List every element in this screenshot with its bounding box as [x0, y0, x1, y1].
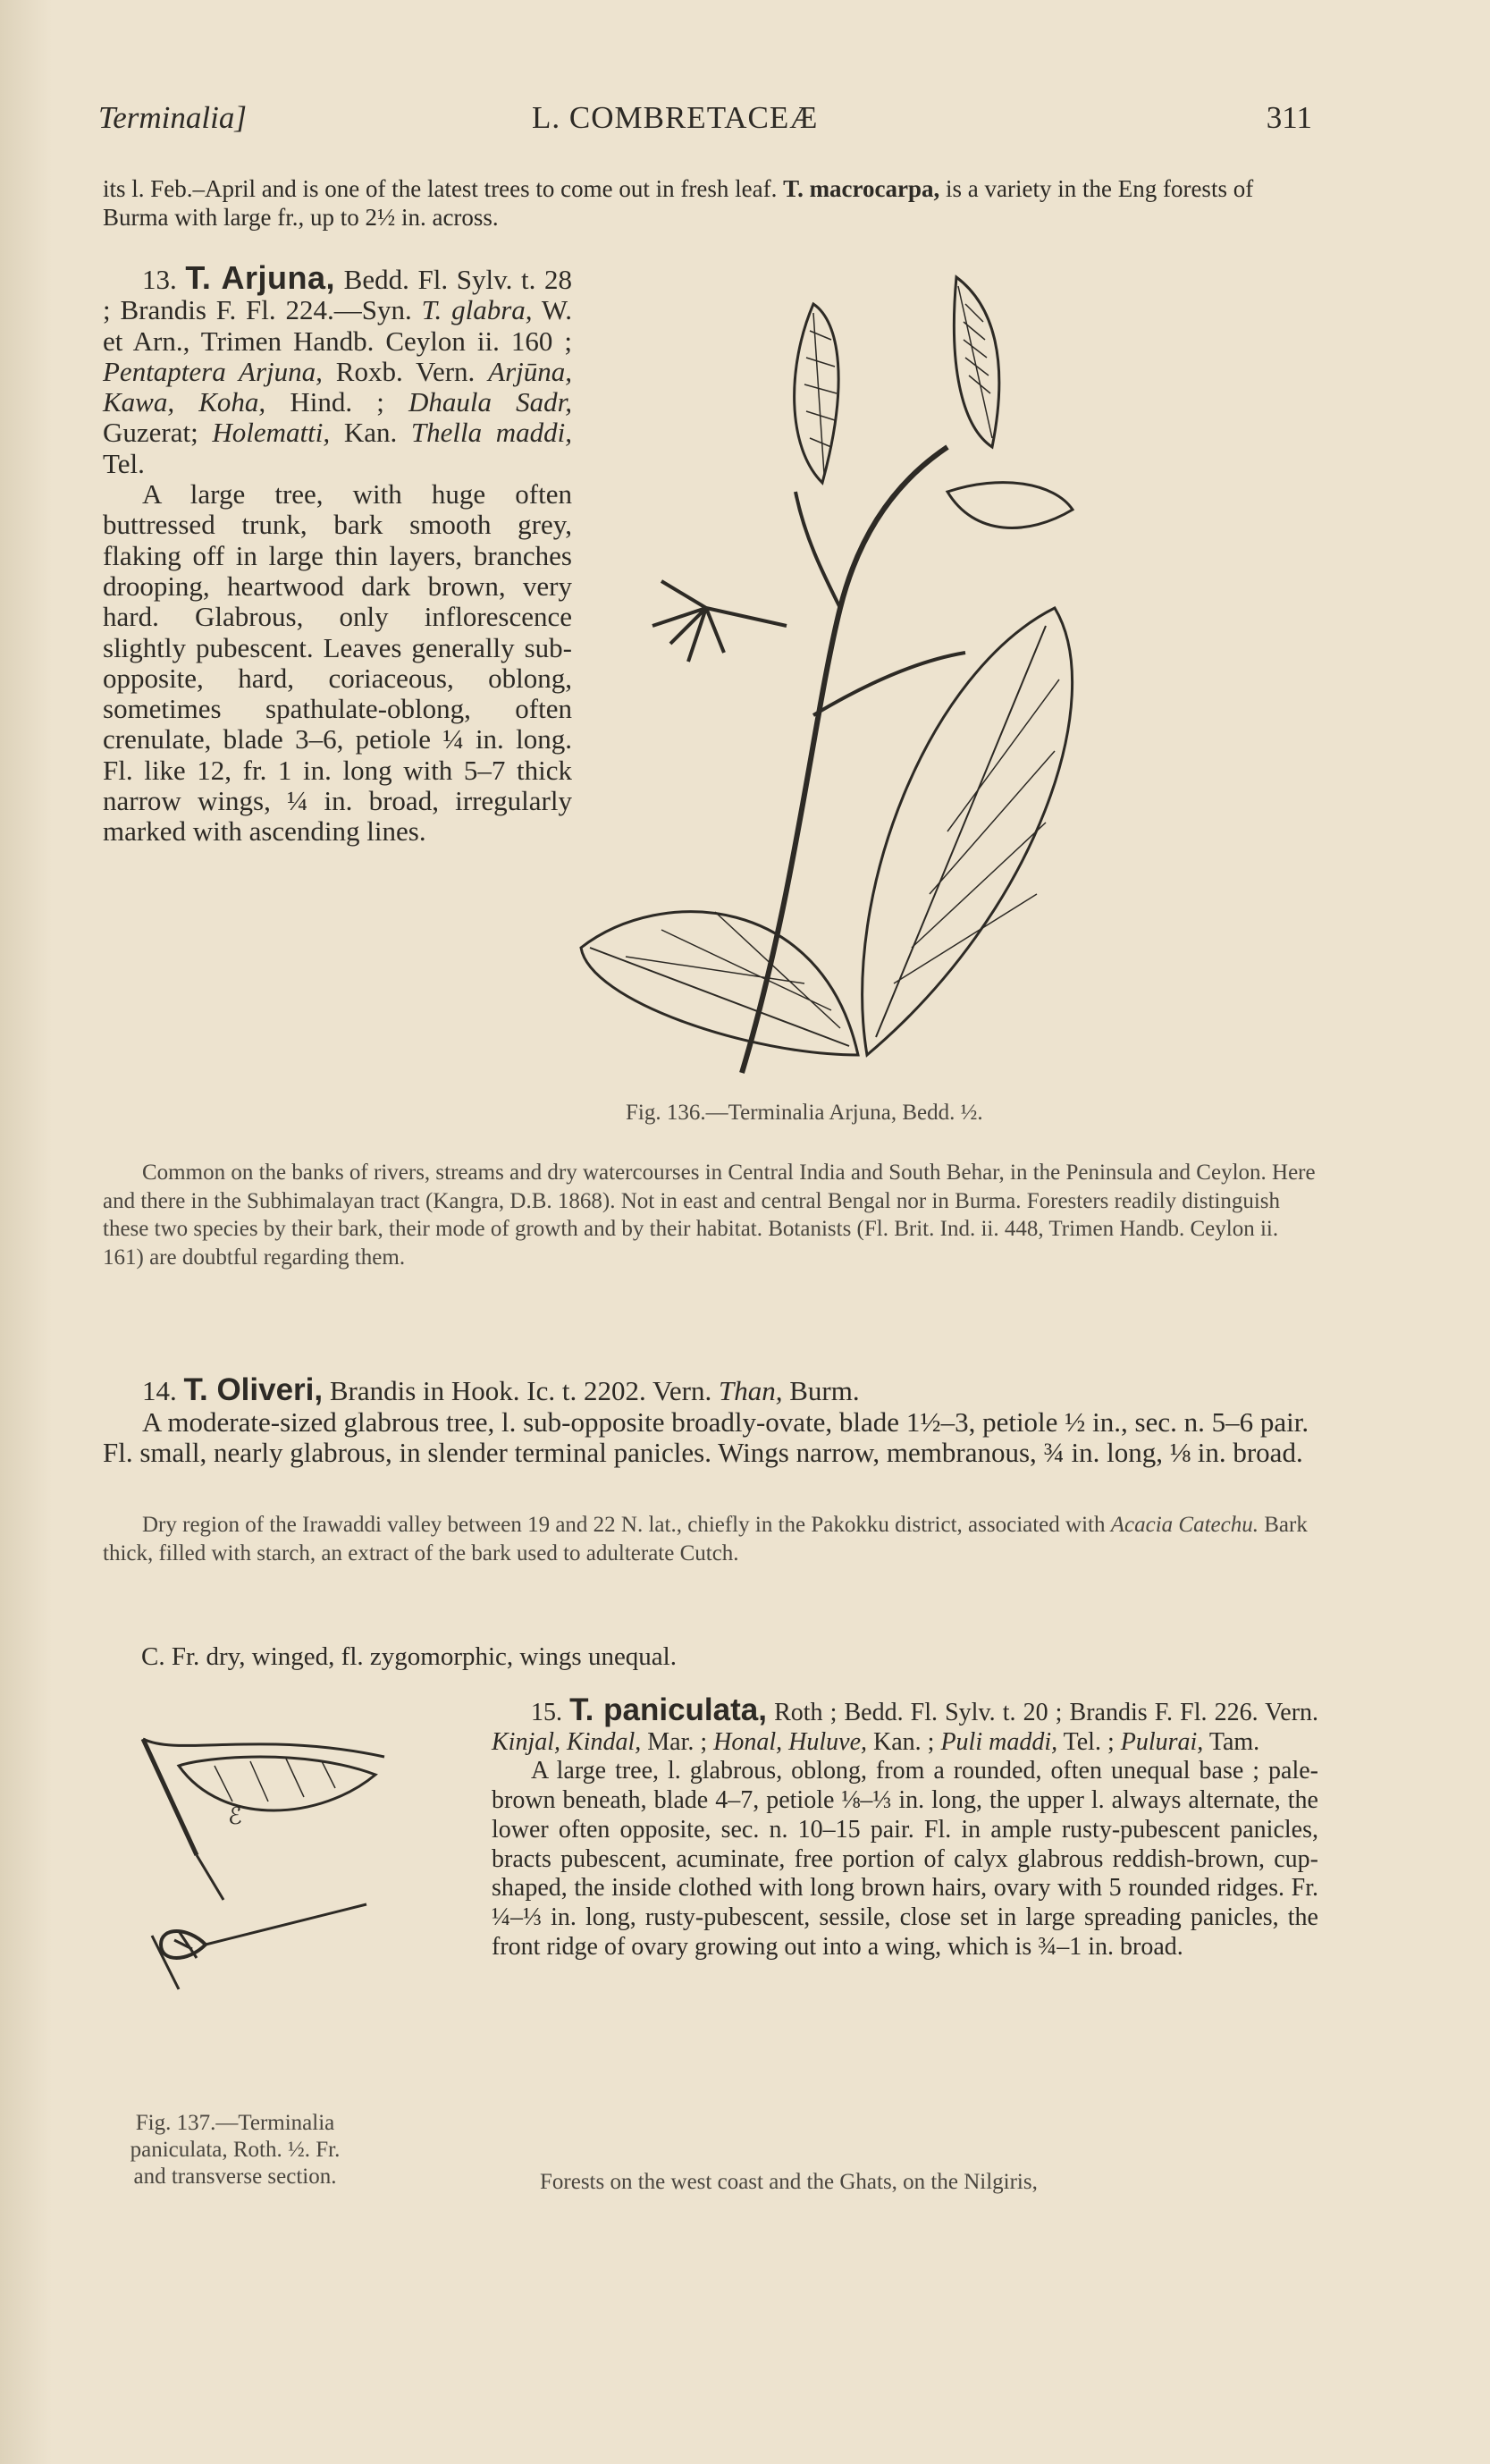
running-header: [98, 100, 1312, 145]
species-13-vernacular: Arjūna, Kawa, Koha,: [103, 355, 573, 418]
species-15-ref: Mar. ;: [647, 1727, 708, 1756]
species-13-ref: Guzerat;: [103, 417, 198, 449]
species-15-vernacular: Puli maddi,: [940, 1727, 1058, 1756]
continuation-paragraph: [103, 175, 1318, 232]
species-15-vernacular: Kinjal, Kindal,: [492, 1727, 642, 1756]
species-15-vernacular: Pulurai,: [1120, 1727, 1204, 1756]
species-14-entry: [103, 1372, 1318, 1469]
species-13-ref: Roxb. Vern.: [335, 355, 476, 387]
species-14-name: T. Oliveri,: [183, 1372, 324, 1407]
species-13-vernacular: Dhaula Sadr,: [408, 386, 572, 418]
species-13-synonym: Pentaptera Arjuna,: [103, 355, 323, 387]
page-number: 311: [1266, 100, 1312, 135]
species-13-habitat: Common on the banks of rivers, streams and dry watercourses in Central India and South Behar, in the Peninsula and Ceylon. Here and there in the Subhimalayan tract (Kangra, D.B. 1868). Not in east and central Bengal nor in Burma. Foresters readily distinguish these two species by their bark, their mode of growth and by their habitat. Botanists (Fl. Brit. Ind. ii. 448, Trimen Handb. Ceylon ii. 161) are doubtful regarding them.: [103, 1160, 1316, 1270]
species-13-ref: Kan.: [343, 417, 398, 449]
species-13-ref: Hind. ;: [290, 386, 384, 418]
lead-species-bold: T. macrocarpa,: [783, 175, 940, 202]
species-13-ref: W. et Arn., Trimen Handb. Ceylon ii. 160 ;: [103, 294, 572, 357]
page-gutter-shadow: [0, 0, 52, 2464]
species-15-habitat: Forests on the west coast and the Ghats, on the Nilgiris,: [540, 2170, 1038, 2194]
species-15-number: 15.: [531, 1699, 562, 1726]
species-14-vernacular: Than,: [718, 1375, 783, 1406]
svg-text:ℰ: ℰ: [228, 1803, 242, 1829]
species-14-ref: Brandis in Hook. Ic. t. 2202. Vern.: [329, 1375, 712, 1406]
figure-137-caption: Fig. 137.—Terminalia paniculata, Roth. ½. Fr. and transverse section.: [130, 2111, 341, 2189]
species-14-number: 14.: [142, 1375, 177, 1406]
species-13-name: T. Arjuna,: [185, 259, 335, 296]
species-14-ref: Burm.: [789, 1375, 860, 1406]
header-family: L. COMBRETACEÆ: [532, 100, 819, 135]
species-15-name: T. paniculata,: [569, 1692, 767, 1727]
figure-136-illustration: [572, 268, 1117, 1091]
species-13-vernacular: Thella maddi,: [410, 417, 573, 449]
species-13-ref: Tel.: [103, 447, 145, 479]
species-15-ref: Tam.: [1208, 1727, 1260, 1756]
figure-136-caption: Fig. 136.—Terminalia Arjuna, Bedd. ½.: [626, 1101, 983, 1125]
species-15-ref: Roth ; Bedd. Fl. Sylv. t. 20 ; Brandis F. Fl. 226. Vern.: [774, 1699, 1319, 1726]
figure-137-illustration: [125, 1721, 420, 2016]
species-13-number: 13.: [142, 264, 177, 295]
lead-text-2: is a variety in the Eng forests of Burma with large fr., up to 2½ in. across.: [103, 175, 1254, 231]
species-13-vernacular: Holematti,: [212, 417, 331, 449]
species-14-habitat-text: Dry region of the Irawaddi valley between 19 and 22 N. lat., chiefly in the Pakokku district, associated with: [142, 1513, 1106, 1537]
species-15-ref: Tel. ;: [1063, 1727, 1115, 1756]
species-15-entry: [492, 1692, 1319, 1962]
species-14-habitat: [103, 1511, 1318, 1567]
lead-text-1: its l. Feb.–April and is one of the latest trees to come out in fresh leaf.: [103, 175, 778, 202]
section-c-heading: C. Fr. dry, winged, fl. zygomorphic, wings unequal.: [141, 1642, 677, 1671]
species-15-description: A large tree, l. glabrous, oblong, from a rounded, often unequal base ; pale-brown beneath, blade 4–7, petiole ⅛–⅓ in. long, the upper l. always alternate, the lower often opposite, sec. n. 10–15 pair. Fl. in ample rusty-pubescent panicles, bracts pubescent, acuminate, free portion of calyx glabrous reddish-brown, cup-shaped, the inside clothed with long brown hairs, ovary with 5 rounded ridges. Fr. ¼–⅓ in. long, rusty-pubescent, sessile, close set in large spreading panicles, the front ridge of ovary growing out into a wing, which is ¾–1 in. broad.: [492, 1757, 1318, 1961]
species-15-vernacular: Honal, Huluve,: [713, 1727, 867, 1756]
species-14-habitat-text: Bark thick, filled with starch, an extract of the bark used to adulterate Cutch.: [103, 1513, 1308, 1565]
header-genus: Terminalia]: [98, 100, 247, 135]
species-15-ref: Kan. ;: [873, 1727, 935, 1756]
species-13-description: A large tree, with huge often buttressed trunk, bark smooth grey, flaking off in large thin layers, branches drooping, heartwood dark brown, very hard. Glabrous, only inflorescence slightly pubescent. Leaves generally sub-opposite, hard, coriaceous, oblong, sometimes spathulate-oblong, often crenulate, blade 3–6, petiole ¼ in. long. Fl. like 12, fr. 1 in. long with 5–7 thick narrow wings, ¼ in. broad, irregularly marked with ascending lines.: [103, 478, 572, 848]
species-13-entry: [103, 259, 573, 848]
species-14-description: A moderate-sized glabrous tree, l. sub-opposite broadly-ovate, blade 1½–3, petiole ½ in., sec. n. 5–6 pair. Fl. small, nearly glabrous, in slender terminal panicles. Wings narrow, membranous, ¾ in. long, ⅛ in. broad.: [103, 1405, 1309, 1468]
species-14-habitat-species: Acacia Catechu.: [1110, 1513, 1259, 1537]
species-13-synonym: T. glabra,: [421, 294, 533, 326]
species-13-ref: Bedd. Fl. Sylv. t. 28 ; Brandis F. Fl. 224.—Syn.: [103, 264, 573, 326]
